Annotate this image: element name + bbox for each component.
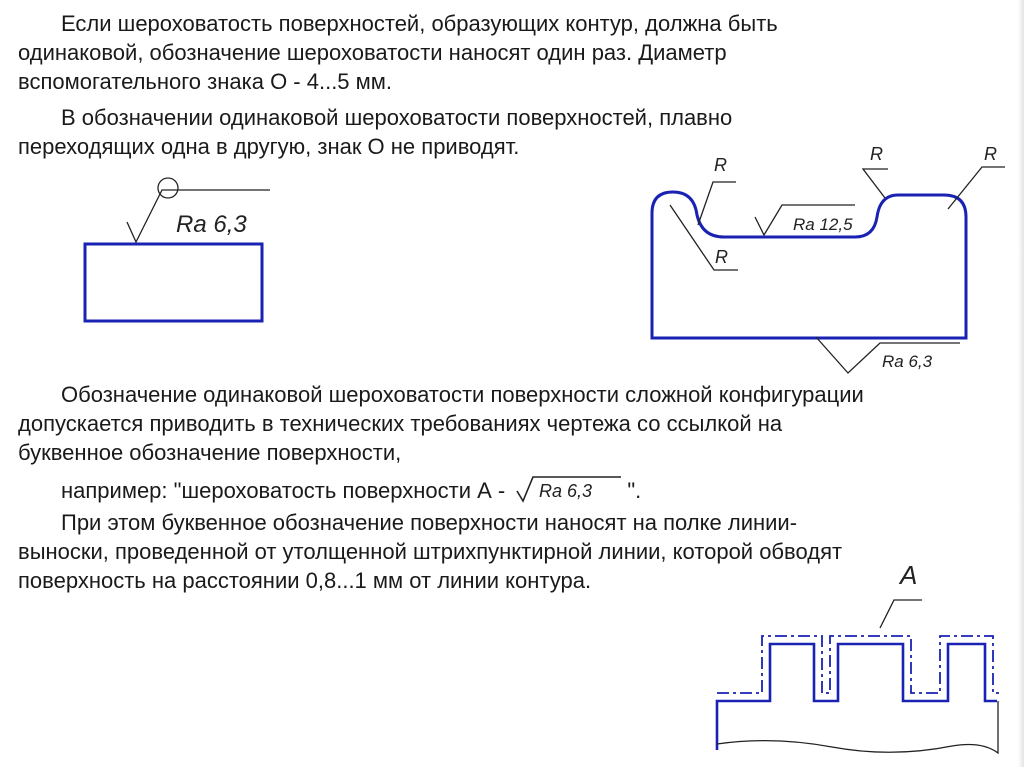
inline-roughness-label: Ra 6,3	[539, 481, 593, 501]
paragraph-circle-sign	[18, 9, 778, 96]
roughness-label-bottom: Ra 6,3	[882, 352, 933, 371]
text-line: При этом буквенное обозначение поверхности наносят на полке линии-	[61, 510, 798, 535]
text-line: Обозначение одинаковой шероховатости поверхности сложной конфигурации	[61, 382, 864, 407]
paragraph-smooth-surfaces	[18, 103, 732, 161]
radius-leader	[863, 169, 888, 198]
paragraph-complex-surface	[18, 380, 864, 467]
surface-letter: A	[900, 560, 918, 590]
text-line: допускается приводить в технических требованиях чертежа со ссылкой на	[18, 411, 783, 436]
radius-leader	[948, 167, 1005, 209]
radius-label: R	[715, 247, 728, 267]
radius-label: R	[714, 155, 727, 175]
slide-edge-shadow	[1018, 0, 1024, 767]
profile-contour	[652, 192, 966, 338]
rectangle-contour	[85, 244, 262, 321]
text-line: В обозначении одинаковой шероховатости поверхностей, плавно	[61, 105, 733, 130]
comb-contour	[717, 644, 997, 750]
figure-profile	[630, 135, 1020, 380]
example-suffix: ".	[627, 478, 642, 503]
radius-label: R	[870, 144, 883, 164]
radius-leader	[698, 182, 736, 225]
text-line: поверхность на расстоянии 0,8...1 мм от линии контура.	[18, 568, 592, 593]
paragraph-example	[61, 475, 641, 505]
roughness-label-top: Ra 12,5	[793, 215, 853, 234]
figure-rectangle	[70, 172, 290, 332]
rectangle-roughness-label: Ra 6,3	[176, 211, 247, 238]
text-line: вспомогательного знака О - 4...5 мм.	[18, 69, 393, 94]
text-line: Если шероховатость поверхностей, образующих контур, должна быть	[61, 11, 778, 36]
inline-roughness-icon	[511, 475, 627, 505]
radius-label: R	[984, 144, 997, 164]
example-prefix: например: "шероховатость поверхности А -	[61, 478, 512, 503]
auxiliary-circle	[158, 178, 178, 198]
break-line	[717, 701, 998, 753]
text-line: выноски, проведенной от утолщенной штрихпунктирной линии, которой обводят	[18, 539, 843, 564]
inline-roughness-symbol	[511, 475, 627, 505]
text-line: одинаковой, обозначение шероховатости наносят один раз. Диаметр	[18, 40, 727, 65]
letter-leader	[880, 600, 922, 628]
text-line: переходящих одна в другую, знак О не приводят.	[18, 134, 520, 159]
figure-comb	[712, 560, 1012, 767]
text-line: буквенное обозначение поверхности,	[18, 440, 402, 465]
